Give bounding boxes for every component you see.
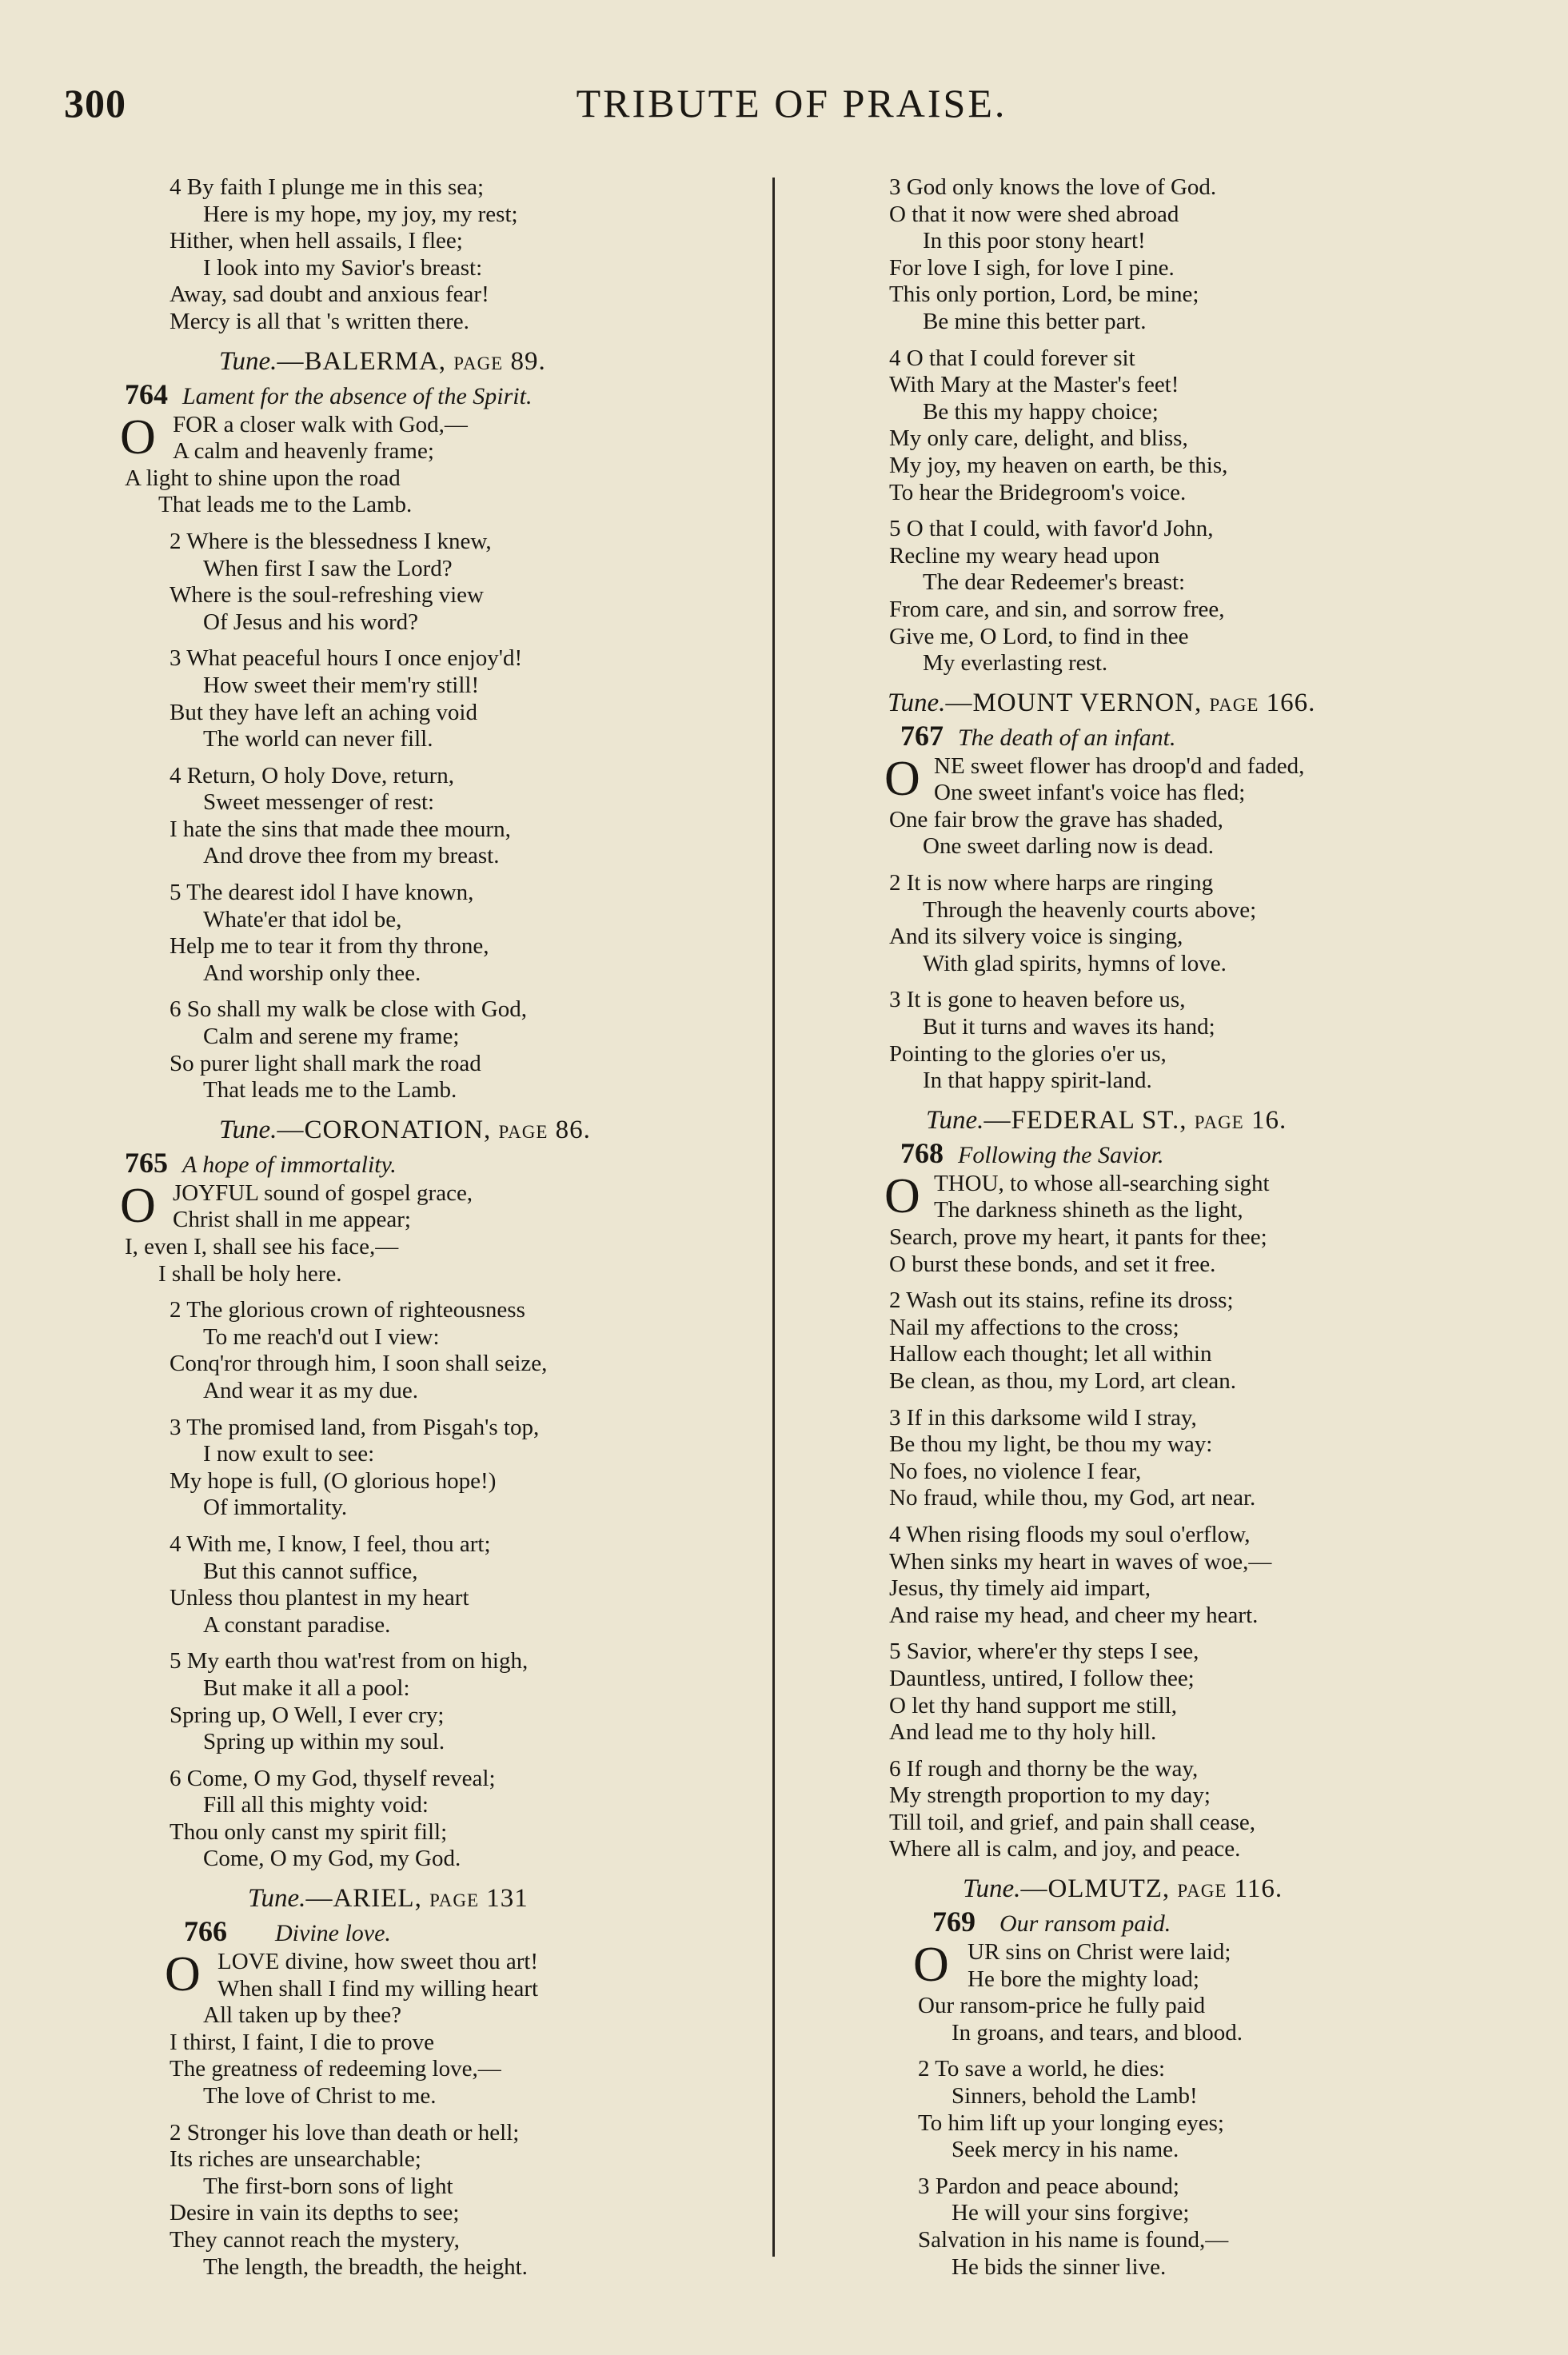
verse-line: And raise my head, and cheer my heart. [889,1602,1259,1628]
verse-line: 3 The promised land, from Pisgah's top, [170,1414,540,1440]
verse-line: I hate the sins that made thee mourn, [170,816,511,842]
verse-line: 4 When rising floods my soul o'erflow, [889,1521,1251,1547]
verse-line: And wear it as my due. [203,1377,418,1403]
verse-line: 5 The dearest idol I have known, [170,880,474,906]
hymn-heading [900,720,1449,753]
verse-line: But they have left an aching void [170,699,477,725]
drop-capital: O [120,1178,156,1233]
hymn-heading [125,379,729,412]
drop-capital: O [913,1938,949,1993]
tune-label: Tune. [888,688,946,717]
verse-line: 4 By faith I plunge me in this sea; [170,174,485,200]
verse-line: 5 My earth thou wat'rest from on high, [170,1648,529,1674]
verse-line: He bore the mighty load; [968,1966,1199,1992]
verse-line: Be thou my light, be thou my way: [889,1431,1213,1458]
verse-line: This only portion, Lord, be mine; [889,281,1199,308]
verse-line: A calm and heavenly frame; [173,438,434,465]
first-stanza [120,409,729,519]
verse-line: 2 To save a world, he dies: [918,2056,1166,2082]
verse-line: 2 Where is the blessedness I knew, [170,528,492,554]
hymn-heading [184,1916,729,1949]
verse-line: The first-born sons of light [203,2173,453,2199]
verse-line: My strength proportion to my day; [889,1782,1211,1809]
stanza [889,516,1449,677]
stanza [170,763,729,870]
verse-line: 4 With me, I know, I feel, thou art; [170,1531,491,1557]
verse-line: 6 If rough and thorny be the way, [889,1755,1199,1782]
first-stanza [884,1168,1449,1278]
verse-line: Where all is calm, and joy, and peace. [889,1836,1241,1862]
stanza [170,2120,729,2281]
verse-line: 6 So shall my walk be close with God, [170,996,528,1023]
verse-line: They cannot reach the mystery, [170,2227,460,2253]
verse-line: He bids the sinner live. [952,2253,1167,2280]
hymn-number: 765 [125,1146,168,1179]
verse-line: Spring up, O Well, I ever cry; [170,1702,445,1728]
hymn-subject: Divine love. [275,1920,391,1947]
drop-capital: O [165,1947,201,2002]
verse-line: O let thy hand support me still, [889,1692,1178,1718]
tune-line [963,1873,1449,1905]
stanza [889,987,1449,1094]
hymn-number: 767 [900,719,944,752]
hymn-subject: The death of an infant. [958,724,1176,751]
verse-line: 4 Return, O holy Dove, return, [170,762,454,788]
verse-line: 3 If in this darksome wild I stray, [889,1404,1197,1431]
running-title: TRIBUTE OF PRAISE. [576,81,1007,126]
stanza [170,996,729,1104]
hymn-subject: Following the Savior. [958,1141,1164,1168]
verse-line: The length, the breadth, the height. [203,2253,528,2280]
verse-line: From care, and sin, and sorrow free, [889,596,1225,622]
tune-label: Tune. [219,346,277,376]
verse-line: And worship only thee. [203,960,421,986]
verse-line: When sinks my heart in waves of woe,— [889,1548,1272,1575]
verse-line: Be this my happy choice; [923,398,1159,425]
verse-line: Conq'ror through him, I soon shall seize, [170,1351,548,1377]
verse-line: Nail my affections to the cross; [889,1314,1179,1340]
tune-name: —MOUNT VERNON, page 166. [945,688,1316,717]
verse-line: Through the heavenly courts above; [923,896,1257,923]
verse-line: But this cannot suffice, [203,1558,418,1584]
verse-line: 2 The glorious crown of righteousness [170,1297,525,1323]
tune-label: Tune. [248,1884,306,1914]
verse-line: No foes, no violence I fear, [889,1458,1142,1484]
verse-line: Dauntless, untired, I follow thee; [889,1665,1195,1691]
first-stanza [165,1947,729,2110]
verse-line: 3 What peaceful hours I once enjoy'd! [170,645,523,672]
verse-line: Hallow each thought; let all within [889,1341,1212,1367]
verse-line: To him lift up your longing eyes; [918,2110,1224,2136]
first-stanza [913,1938,1449,2046]
stanza [889,1756,1449,1863]
verse-line: Desire in vain its depths to see; [170,2200,460,2226]
verse-line: Spring up within my soul. [203,1729,445,1755]
verse-line: Whate'er that idol be, [203,906,402,932]
verse-line: Of Jesus and his word? [203,609,419,635]
verse-line: When first I saw the Lord? [203,555,453,581]
verse-line: 2 Wash out its stains, refine its dross; [889,1287,1234,1314]
verse-line: In that happy spirit-land. [923,1068,1152,1094]
tune-name: —CORONATION, page 86. [277,1115,591,1144]
tune-label: Tune. [219,1115,277,1144]
verse-line: Sweet messenger of rest: [203,789,435,816]
verse-line: JOYFUL sound of gospel grace, [173,1179,473,1206]
verse-line: The darkness shineth as the light, [934,1197,1243,1223]
verse-line: One sweet infant's voice has fled; [934,780,1246,806]
verse-line: My everlasting rest. [923,650,1108,677]
drop-capital: O [884,1168,920,1223]
verse-line: O that it now were shed abroad [889,201,1179,227]
verse-line: Recline my weary head upon [889,542,1160,569]
stanza [918,2056,1449,2163]
verse-line: So purer light shall mark the road [170,1050,481,1076]
stanza [170,529,729,636]
hymn-number: 766 [184,1915,227,1948]
stanza [170,645,729,752]
column-divider [772,178,775,2257]
verse-line: 3 It is gone to heaven before us, [889,987,1186,1013]
verse-line: Here is my hope, my joy, my rest; [203,201,518,227]
tune-name: —ARIEL, page 131 [305,1884,529,1914]
verse-line: To me reach'd out I view: [203,1323,440,1350]
verse-line: Till toil, and grief, and pain shall cease, [889,1809,1255,1835]
verse-line: 2 Stronger his love than death or hell; [170,2119,520,2145]
page-number: 300 [64,81,126,126]
verse-line: Give me, O Lord, to find in thee [889,623,1189,649]
page-header [64,80,1519,136]
verse-line: Christ shall in me appear; [173,1207,411,1233]
stanza [889,1639,1449,1746]
stanza [170,1531,729,1639]
verse-line: The greatness of redeeming love,— [170,2056,501,2082]
hymn-number: 769 [932,1906,976,1938]
stanza [170,1766,729,1873]
verse-line: I, even I, shall see his face,— [125,1234,399,1259]
verse-line: Pointing to the glories o'er us, [889,1040,1167,1067]
verse-line: Jesus, thy timely aid impart, [889,1575,1151,1602]
verse-line: Our ransom-price he fully paid [918,1993,1206,2019]
verse-line: But make it all a pool: [203,1674,410,1701]
verse-line: Salvation in his name is found,— [918,2227,1229,2253]
verse-line: 6 Come, O my God, thyself reveal; [170,1765,496,1791]
tune-name: —OLMUTZ, page 116. [1020,1874,1283,1904]
stanza [889,174,1449,336]
stanza [170,1415,729,1522]
verse-line: My only care, delight, and bliss, [889,425,1188,452]
hymn-subject: Lament for the absence of the Spirit. [182,382,533,409]
verse-line: I shall be holy here. [158,1260,342,1287]
verse-line: That leads me to the Lamb. [203,1077,457,1104]
verse-line: Thou only canst my spirit fill; [170,1818,448,1845]
verse-line: I now exult to see: [203,1441,375,1467]
stanza [170,1297,729,1404]
verse-line: When shall I find my willing heart [217,1975,539,2002]
verse-line: The world can never fill. [203,726,433,752]
verse-line: And its silvery voice is singing, [889,924,1183,950]
verse-line: The love of Christ to me. [203,2083,437,2110]
stanza [918,2173,1449,2281]
stanza [889,345,1449,507]
verse-line: With glad spirits, hymns of love. [923,950,1227,976]
verse-line: 3 God only knows the love of God. [889,174,1217,200]
verse-line: Be clean, as thou, my Lord, art clean. [889,1367,1237,1394]
verse-line: FOR a closer walk with God,— [173,411,468,437]
verse-line: Help me to tear it from thy throne, [170,933,489,960]
right-column [884,174,1449,2290]
verse-line: O burst these bonds, and set it free. [889,1251,1216,1277]
verse-line: But it turns and waves its hand; [923,1014,1215,1040]
verse-line: THOU, to whose all-searching sight [934,1170,1270,1196]
verse-line: LOVE divine, how sweet thou art! [217,1949,539,1975]
verse-line: For love I sigh, for love I pine. [889,254,1175,281]
verse-line: Unless thou plantest in my heart [170,1585,469,1611]
first-stanza [120,1178,729,1287]
verse-line: He will your sins forgive; [952,2200,1190,2226]
verse-line: Search, prove my heart, it pants for thee; [889,1224,1267,1250]
verse-line: UR sins on Christ were laid; [968,1939,1231,1966]
verse-line: Of immortality. [203,1495,348,1521]
verse-line: No fraud, while thou, my God, art near. [889,1485,1256,1511]
verse-line: Sinners, behold the Lamb! [952,2083,1198,2110]
stanza [170,1648,729,1755]
tune-line [219,345,729,377]
hymn-number: 764 [125,377,168,410]
verse-line: With Mary at the Master's feet! [889,372,1179,398]
hymn-heading [125,1148,729,1180]
verse-line: A light to shine upon the road [125,465,401,491]
verse-line: Hither, when hell assails, I flee; [170,228,463,254]
stanza [889,870,1449,977]
hymn-heading [932,1906,1449,1939]
verse-line: And drove thee from my breast. [203,843,500,869]
verse-line: 5 O that I could, with favor'd John, [889,516,1214,542]
verse-line: In this poor stony heart! [923,228,1146,254]
hymn-number: 768 [900,1136,944,1169]
tune-line [248,1882,729,1914]
verse-line: Mercy is all that 's written there. [170,308,469,334]
verse-line: That leads me to the Lamb. [158,492,413,518]
verse-line: Where is the soul-refreshing view [170,582,484,609]
verse-line: Away, sad doubt and anxious fear! [170,281,489,308]
tune-line [926,1104,1449,1136]
hymn-subject: A hope of immortality. [182,1151,397,1178]
verse-line: To hear the Bridegroom's voice. [889,479,1187,505]
tune-line [888,687,1449,719]
stanza [170,174,729,336]
stanza [889,1522,1449,1629]
verse-line: One sweet darling now is dead. [923,833,1215,860]
verse-line: 5 Savior, where'er thy steps I see, [889,1639,1199,1665]
drop-capital: O [120,409,156,465]
verse-line: The dear Redeemer's breast: [923,569,1186,596]
first-stanza [884,751,1449,860]
verse-line: 3 Pardon and peace abound; [918,2173,1179,2199]
verse-line: I thirst, I faint, I die to prove [170,2029,434,2055]
stanza [170,880,729,987]
tune-name: —FEDERAL ST., page 16. [983,1105,1287,1135]
verse-line: In groans, and tears, and blood. [952,2019,1243,2046]
verse-line: One fair brow the grave has shaded, [889,806,1223,832]
verse-line: Fill all this mighty void: [203,1792,429,1818]
verse-line: Calm and serene my frame; [203,1024,460,1050]
hymn-subject: Our ransom paid. [999,1910,1171,1938]
verse-line: Its riches are unsearchable; [170,2146,421,2173]
verse-line: Seek mercy in his name. [952,2137,1179,2163]
verse-line: All taken up by thee? [203,2002,402,2029]
verse-line: My hope is full, (O glorious hope!) [170,1467,497,1494]
verse-line: A constant paradise. [203,1611,391,1638]
verse-line: Come, O my God, my God. [203,1846,461,1872]
verse-line: 2 It is now where harps are ringing [889,870,1214,896]
tune-line [219,1114,729,1146]
verse-line: How sweet their mem'ry still! [203,672,480,698]
verse-line: 4 O that I could forever sit [889,345,1135,371]
verse-line: And lead me to thy holy hill. [889,1719,1157,1746]
left-column [120,174,729,2290]
stanza [889,1287,1449,1395]
verse-line: Be mine this better part. [923,308,1147,334]
tune-name: —BALERMA, page 89. [277,346,546,376]
tune-label: Tune. [963,1874,1021,1904]
verse-line: My joy, my heaven on earth, be this, [889,452,1228,478]
stanza [889,1405,1449,1512]
verse-line: NE sweet flower has droop'd and faded, [934,752,1305,779]
tune-label: Tune. [926,1105,984,1135]
hymn-heading [900,1138,1449,1171]
verse-line: I look into my Savior's breast: [203,254,483,281]
drop-capital: O [884,751,920,806]
